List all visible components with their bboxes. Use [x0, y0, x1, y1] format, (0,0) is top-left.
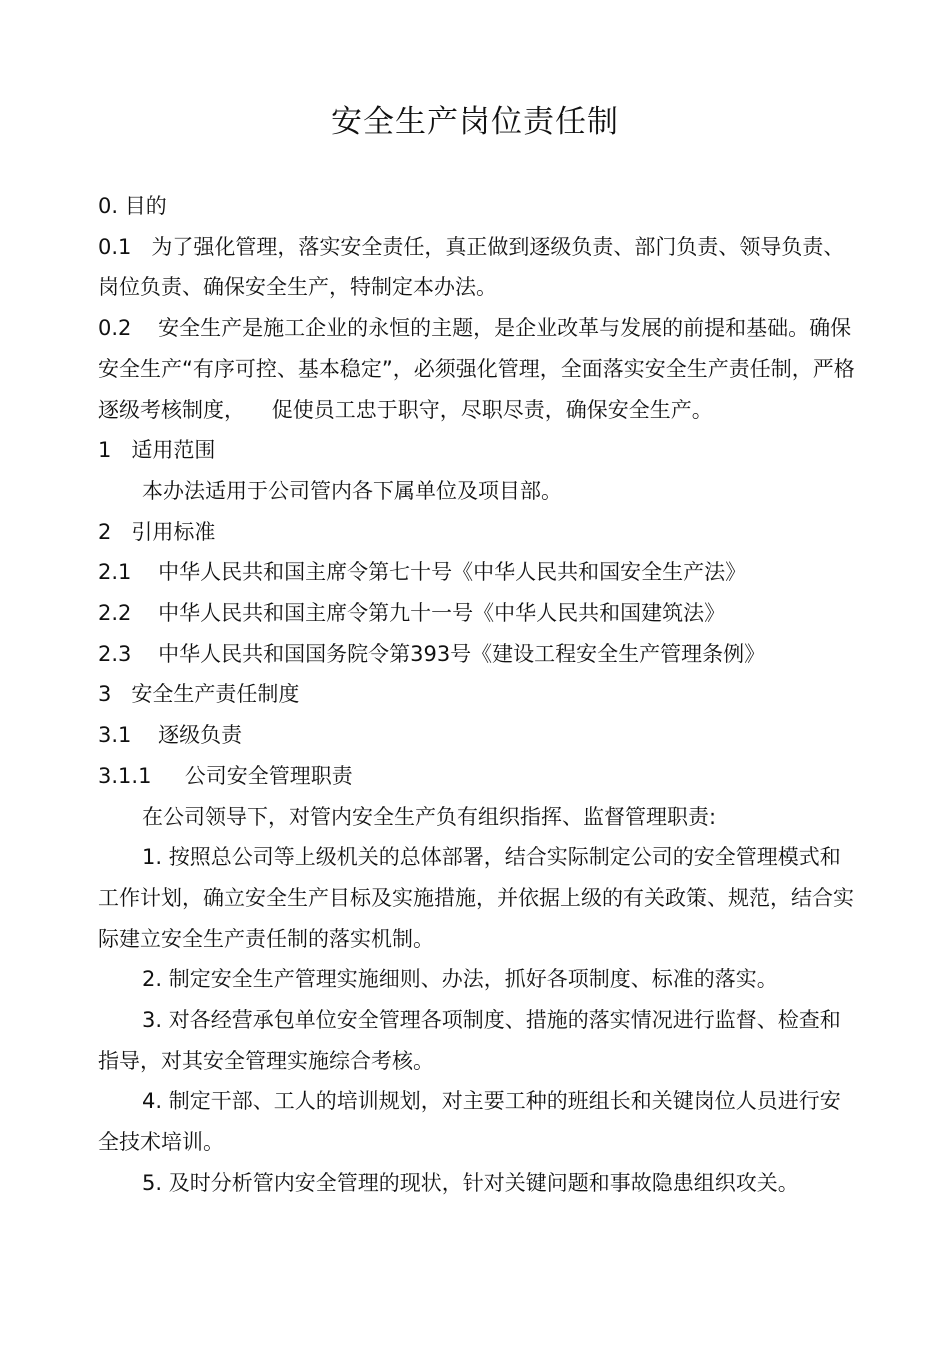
paragraph: 0.1 为了强化管理，落实安全责任，真正做到逐级负责、部门负责、领导负责、岗位负责、确保安全生产，特制定本办法。 [98, 234, 845, 300]
document-title: 安全生产岗位责任制 [331, 104, 619, 140]
subsection-heading: 3.1 逐级负责 [98, 723, 243, 748]
reference-item: 2.1 中华人民共和国主席令第七十号《中华人民共和国安全生产法》 [98, 560, 747, 585]
document-body [98, 186, 858, 1204]
section-heading: 2 引用标准 [98, 519, 216, 544]
section-heading: 0. 目的 [98, 194, 167, 218]
list-item: 4. 制定干部、工人的培训规划，对主要工种的班组长和关键岗位人员进行安全技术培训。 [98, 1089, 841, 1155]
section-heading: 1 适用范围 [98, 438, 216, 463]
section-heading: 3 安全生产责任制度 [98, 682, 300, 707]
paragraph: 本办法适用于公司管内各下属单位及项目部。 [142, 478, 562, 503]
reference-item: 2.3 中华人民共和国国务院令第393号《建设工程安全生产管理条例》 [98, 641, 766, 666]
list-item: 3. 对各经营承包单位安全管理各项制度、措施的落实情况进行监督、检查和指导，对其安全管理实施综合考核。 [98, 1008, 841, 1073]
list-item: 5. 及时分析管内安全管理的现状，针对关键问题和事故隐患组织攻关。 [142, 1170, 799, 1195]
paragraph: 0.2 安全生产是施工企业的永恒的主题，是企业改革与发展的前提和基础。确保安全生产“有序可控、基本稳定”，必须强化管理，全面落实安全生产责任制，严格逐级考核制度， 促使员工忠于职守，尽职尽责，确保安全生产。 [98, 316, 855, 422]
list-item: 1. 按照总公司等上级机关的总体部署，结合实际制定公司的安全管理模式和工作计划，确立安全生产目标及实施措施，并依据上级的有关政策、规范，结合实际建立安全生产责任制的落实机制。 [98, 845, 854, 951]
paragraph: 在公司领导下，对管内安全生产负有组织指挥、监督管理职责: [142, 804, 717, 829]
list-item: 2. 制定安全生产管理实施细则、办法，抓好各项制度、标准的落实。 [142, 967, 778, 992]
subsection-heading: 3.1.1 公司安全管理职责 [98, 763, 353, 788]
reference-item: 2.2 中华人民共和国主席令第九十一号《中华人民共和国建筑法》 [98, 601, 726, 626]
